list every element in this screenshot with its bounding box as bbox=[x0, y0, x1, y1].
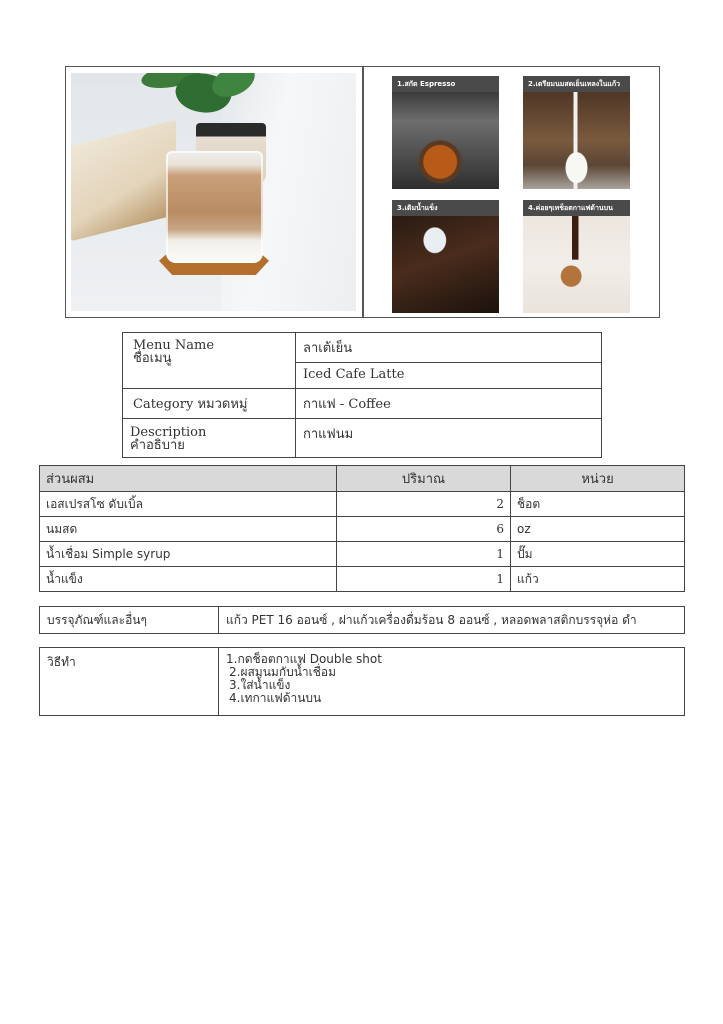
category-value: กาแฟ - Coffee bbox=[296, 389, 602, 419]
step-caption: 4.ค่อยๆเทช็อตกาแฟด้านบน bbox=[523, 200, 630, 216]
header-ingredient: ส่วนผสม bbox=[40, 466, 337, 492]
espresso-photo bbox=[392, 92, 499, 189]
step-caption: 2.เตรียมนมสดเย็นเทลงในแก้ว bbox=[523, 76, 630, 92]
ingredient-qty: 1 bbox=[337, 567, 511, 592]
description-label bbox=[123, 419, 296, 458]
description-value: กาแฟนม bbox=[296, 419, 602, 458]
step-image-1 bbox=[392, 76, 499, 189]
ingredient-qty: 1 bbox=[337, 542, 511, 567]
method-step: 4.เทกาแฟด้านบน bbox=[229, 691, 322, 705]
packaging-value: แก้ว PET 16 ออนซ์ , ฝาแก้วเครื่องดื่มร้อน 8 ออนซ์ , หลอดพลาสติกบรรจุห่อ ดำ bbox=[219, 607, 685, 634]
ingredient-unit: แก้ว bbox=[511, 567, 685, 592]
ingredient-qty: 2 bbox=[337, 492, 511, 517]
packaging-table bbox=[39, 606, 685, 634]
method-label: วิธีทำ bbox=[40, 648, 219, 716]
table-header-row bbox=[40, 466, 685, 492]
ingredient-qty: 6 bbox=[337, 517, 511, 542]
menu-name-label-en: Menu Name bbox=[133, 338, 215, 353]
header-quantity: ปริมาณ bbox=[337, 466, 511, 492]
hero-photo-iced-latte bbox=[71, 73, 356, 311]
ingredient-name: นมสด bbox=[40, 517, 337, 542]
menu-name-en: Iced Cafe Latte bbox=[296, 363, 602, 389]
step-caption: 3.เติมน้ำแข็ง bbox=[392, 200, 499, 216]
table-row bbox=[40, 542, 685, 567]
milk-pour-photo bbox=[523, 92, 630, 189]
category-label: Category หมวดหมู่ bbox=[123, 389, 296, 419]
method-step: 1.กดช็อตกาแฟ Double shot bbox=[226, 652, 382, 666]
table-row bbox=[40, 492, 685, 517]
method-step: 2.ผสมนมกับน้ำเชื่อม bbox=[229, 665, 337, 679]
step-image-4 bbox=[523, 200, 630, 313]
menu-name-label-th: ชื่อเมนู bbox=[133, 351, 172, 366]
ingredient-name: น้ำแข็ง bbox=[40, 567, 337, 592]
method-table bbox=[39, 647, 685, 716]
ingredient-unit: ปั๊ม bbox=[511, 542, 685, 567]
step-image-3 bbox=[392, 200, 499, 313]
description-label-en: Description bbox=[130, 425, 207, 440]
ingredient-name: น้ำเชื่อม Simple syrup bbox=[40, 542, 337, 567]
method-steps bbox=[219, 648, 685, 716]
panel-divider bbox=[362, 67, 364, 317]
table-row bbox=[40, 517, 685, 542]
add-ice-photo bbox=[392, 216, 499, 313]
header-unit: หน่วย bbox=[511, 466, 685, 492]
ingredients-table bbox=[39, 465, 685, 592]
ingredient-unit: ช็อต bbox=[511, 492, 685, 517]
menu-name-th: ลาเต้เย็น bbox=[296, 333, 602, 363]
book-shape bbox=[71, 120, 176, 241]
coffee-pour-photo bbox=[523, 216, 630, 313]
ingredient-unit: oz bbox=[511, 517, 685, 542]
description-label-th: คำอธิบาย bbox=[130, 438, 185, 453]
menu-name-label bbox=[123, 333, 296, 389]
packaging-label: บรรจุภัณฑ์และอื่นๆ bbox=[40, 607, 219, 634]
image-panel bbox=[65, 66, 660, 318]
latte-glass-shape bbox=[166, 151, 263, 263]
table-row bbox=[40, 567, 685, 592]
step-caption: 1.สกัด Espresso bbox=[392, 76, 499, 92]
ingredient-name: เอสเปรสโซ ดับเบิ้ล bbox=[40, 492, 337, 517]
method-step: 3.ใส่น้ำแข็ง bbox=[229, 678, 291, 692]
menu-info-table bbox=[122, 332, 602, 458]
step-image-2 bbox=[523, 76, 630, 189]
